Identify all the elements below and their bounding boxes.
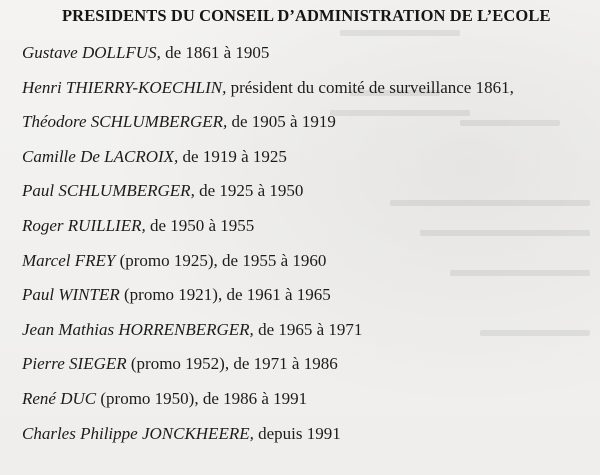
term-text: de 1861 à 1905 (160, 43, 270, 62)
list-item (22, 319, 592, 354)
list-item (22, 215, 592, 250)
president-name: Camille De LACROIX, (22, 146, 179, 166)
president-name: Jean Mathias HORRENBERGER, (22, 319, 254, 339)
list-item (22, 250, 592, 285)
list-item (22, 180, 592, 215)
list-item (22, 146, 592, 181)
term-text: (promo 1950), de 1986 à 1991 (96, 388, 308, 408)
list-item (22, 77, 592, 112)
term-text: de 1950 à 1955 (145, 215, 255, 235)
list-item (22, 42, 592, 77)
term-text: de 1905 à 1919 (227, 112, 336, 132)
president-name: Roger RUILLIER, (22, 215, 146, 235)
president-name: Marcel FREY (22, 250, 116, 270)
president-name: René DUC (22, 388, 97, 408)
president-name: Charles Philippe JONCKHEERE, (22, 423, 254, 443)
president-name: Paul WINTER (22, 285, 120, 305)
term-text: (promo 1921), de 1961 à 1965 (119, 285, 331, 305)
presidents-list (22, 42, 592, 457)
list-item (22, 423, 592, 458)
list-item (22, 353, 592, 388)
term-text: depuis 1991 (253, 423, 341, 443)
list-item (22, 111, 592, 146)
term-text: président du comité de surveillance 1861, (226, 77, 514, 97)
president-name: Paul SCHLUMBERGER, (22, 181, 195, 201)
president-name: Pierre SIEGER (22, 354, 127, 374)
list-item (22, 284, 592, 319)
term-text: de 1925 à 1950 (194, 181, 304, 201)
term-text: de 1919 à 1925 (178, 146, 287, 166)
term-text: (promo 1952), de 1971 à 1986 (126, 354, 338, 374)
term-text: de 1965 à 1971 (253, 319, 363, 339)
president-name: Gustave DOLLFUS, (22, 43, 161, 62)
list-item (22, 388, 592, 423)
term-text: (promo 1925), de 1955 à 1960 (115, 250, 327, 270)
page-title: PRESIDENTS DU CONSEIL D’ADMINISTRATION DE L’ECOLE (62, 6, 551, 25)
president-name: Henri THIERRY-KOECHLIN, (22, 77, 227, 97)
president-name: Théodore SCHLUMBERGER, (22, 112, 228, 132)
